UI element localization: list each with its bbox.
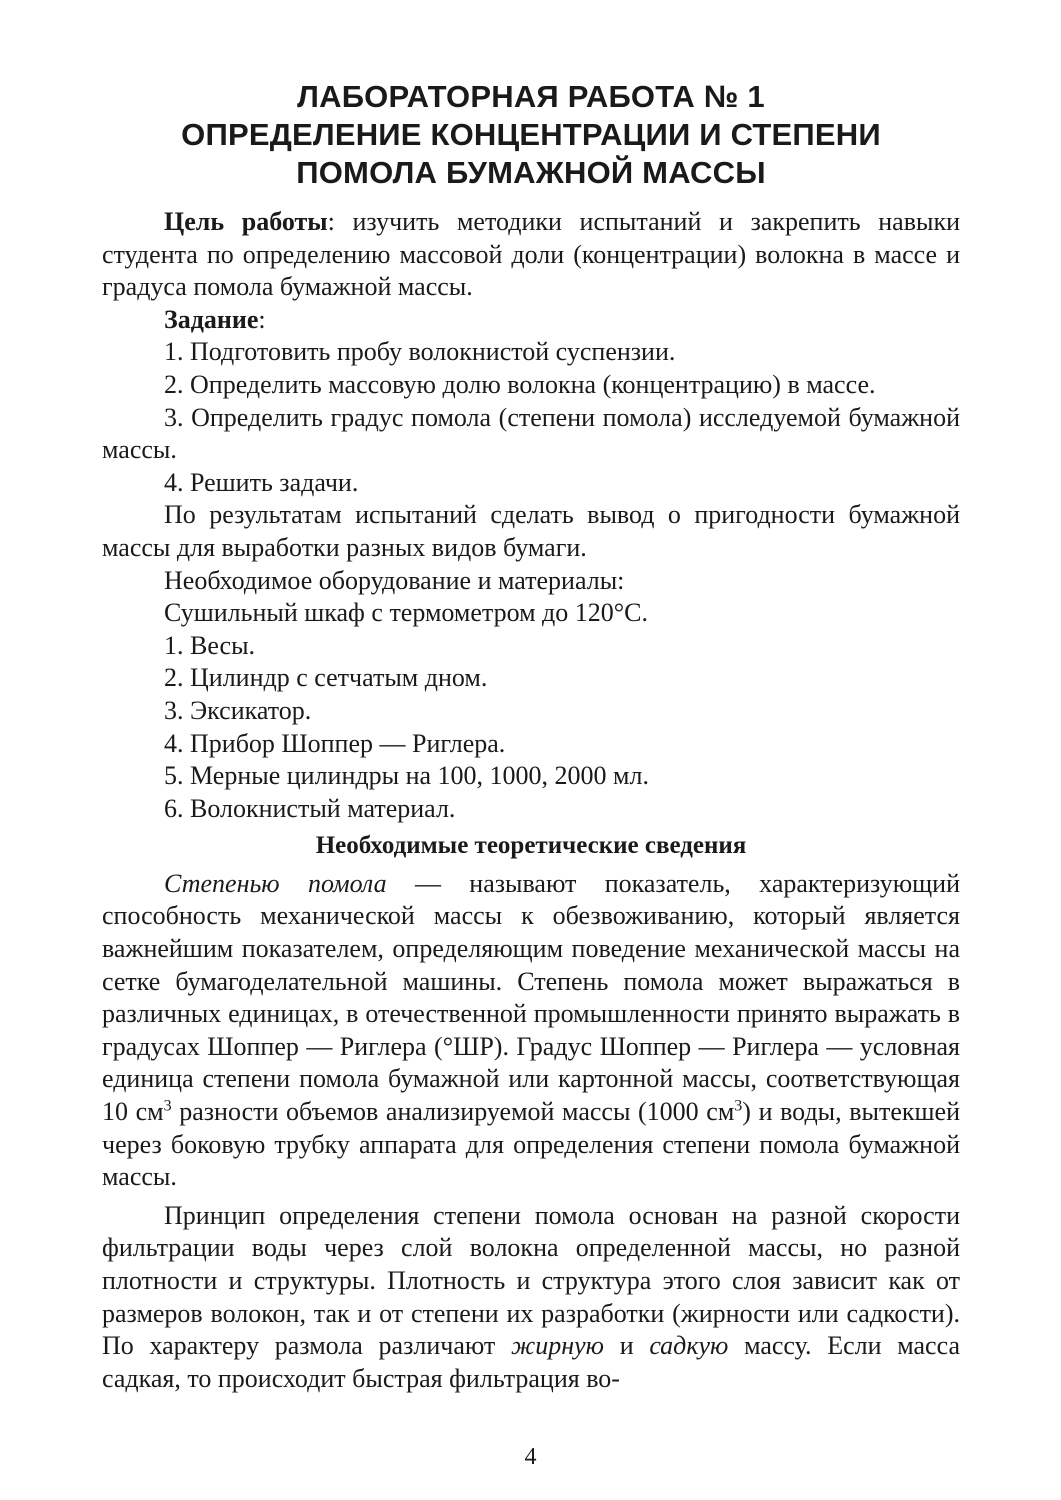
term-grinding-degree: Степенью помола	[164, 868, 387, 898]
equipment-item: 6. Волокнистый материал.	[164, 793, 456, 823]
theory-heading: Необходимые теоретические сведения	[315, 832, 747, 860]
goal-paragraph	[102, 206, 960, 304]
equipment-item: 1. Весы.	[164, 630, 256, 660]
equipment-item: 5. Мерные цилиндры на 100, 1000, 2000 мл.	[164, 761, 649, 791]
page-number: 4	[524, 1444, 537, 1470]
theory-paragraph-1: Степенью помола — называют показатель, характеризующий способность механической массы к обезвоживанию, который является важнейшим показателем, определяющим поведение механической массы на сетке бумагоделательной машины. Степень помола может выражаться в различных единицах, в отечественной промышленности принято выражать в градусах Шоппер — Риглера (°ШР). Градус Шоппер — Риглера — условная единица степени помола бумажной или картонной массы, соответствующая 10 $см^3$ разности объемов анализируемой массы (1000 $см^3$) и воды, вытекшей через боковую трубку аппарата для определения степени помола бумажной массы.	[102, 868, 960, 1192]
term-fatty: жирную	[511, 1331, 604, 1361]
task-label: Задание	[164, 304, 259, 334]
page-title	[102, 78, 960, 192]
theory-paragraph-2: Принцип определения степени помола основан на разной скорости фильтрации воды через слой волокна определенной массы, но разной плотности и структуры. Плотность и структура этого слоя зависит как от размеров волокон, так и от степени их разработки (жирности или садкости). По характеру размола различают жирную и садкую массу. Если масса садкая, то происходит быстрая фильтрация во-	[102, 1200, 960, 1393]
equipment-item: 3. Эксикатор.	[164, 695, 312, 725]
conclusion-paragraph: По результатам испытаний сделать вывод о пригодности бумажной массы для выработки разных видов бумаги.	[102, 500, 960, 562]
goal-label: Цель работы	[164, 207, 328, 236]
task-item: 1. Подготовить пробу волокнистой суспензии.	[164, 337, 676, 367]
title-line-2: ОПРЕДЕЛЕНИЕ КОНЦЕНТРАЦИИ И СТЕПЕНИ	[181, 117, 881, 152]
task-item: 3. Определить градус помола (степени помола) исследуемой бумажной массы.	[102, 402, 960, 465]
task-item: 4. Решить задачи.	[164, 467, 359, 497]
document-body	[102, 206, 960, 1395]
task-item: 2. Определить массовую долю волокна (концентрацию) в массе.	[164, 369, 876, 399]
title-line-1: ЛАБОРАТОРНАЯ РАБОТА № 1	[297, 79, 765, 114]
goal-text: : изучить методики испытаний и закрепить навыки студента по определению массовой доли (концентрации) волокна в массе и градуса помола бумажной массы.	[102, 207, 960, 302]
equipment-intro: Сушильный шкаф с термометром до 120°С.	[164, 598, 649, 628]
equipment-item: 4. Прибор Шоппер — Риглера.	[164, 728, 506, 758]
document-page	[102, 78, 960, 1395]
term-free: садкую	[649, 1331, 729, 1361]
task-heading: Задание:	[164, 304, 266, 334]
title-line-3: ПОМОЛА БУМАЖНОЙ МАССЫ	[296, 155, 766, 190]
equipment-item: 2. Цилиндр с сетчатым дном.	[164, 663, 488, 693]
equipment-heading: Необходимое оборудование и материалы:	[164, 565, 625, 595]
